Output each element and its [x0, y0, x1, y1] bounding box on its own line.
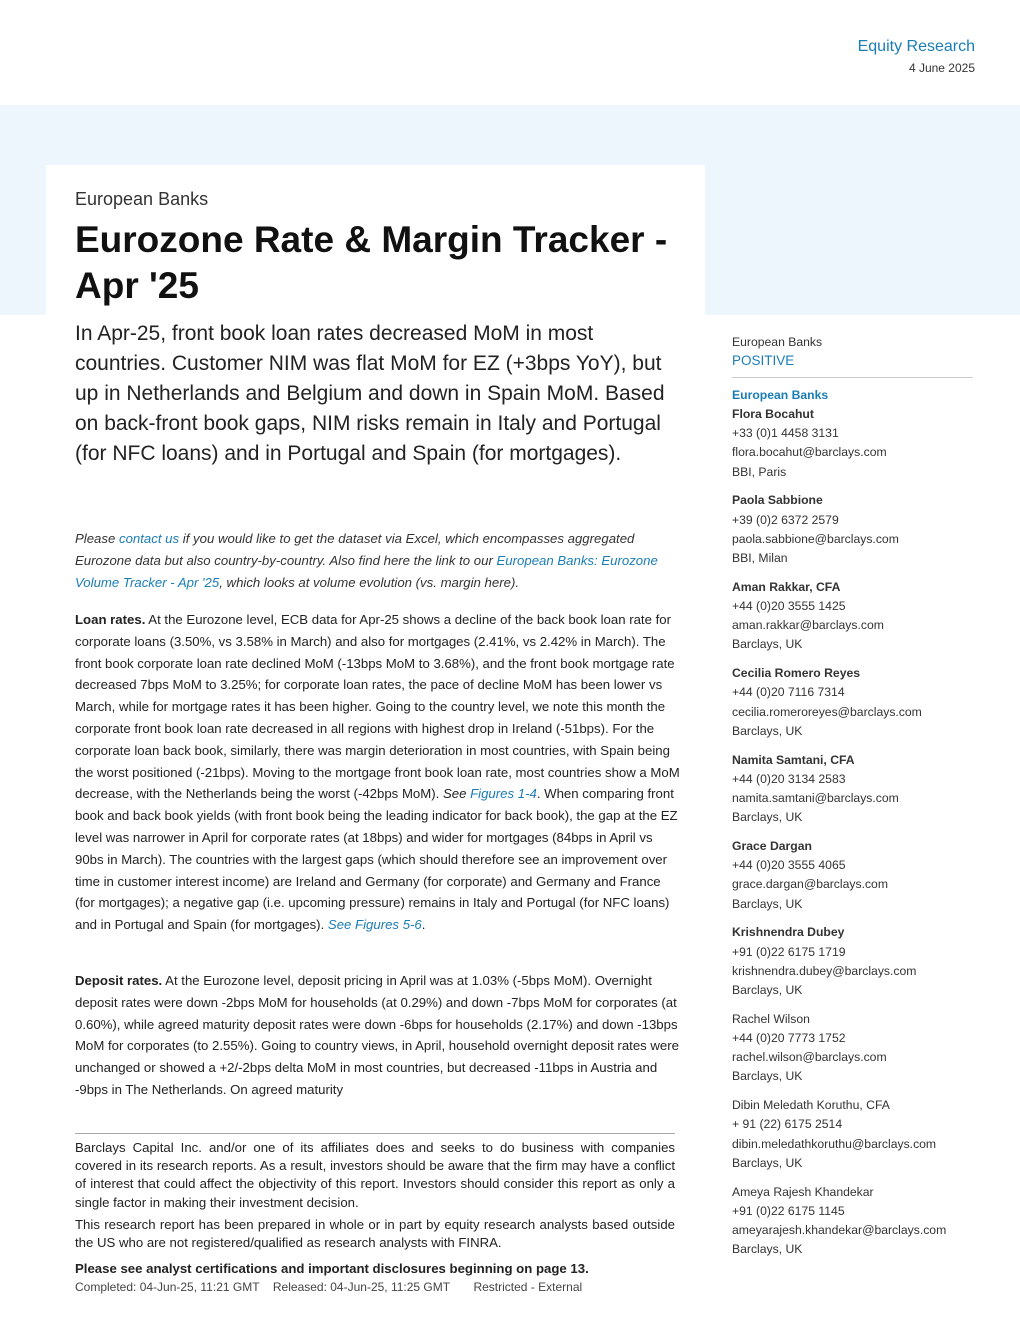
analyst-name: Grace Dargan — [732, 839, 812, 854]
analyst-entity: Barclays, UK — [732, 810, 803, 825]
analyst-email[interactable]: namita.samtani@barclays.com — [732, 791, 899, 806]
analyst-entity: Barclays, UK — [732, 723, 803, 738]
analyst-phone: +33 (0)1 4458 3131 — [732, 426, 839, 441]
analyst-contact — [732, 923, 973, 1000]
analyst-name: Ameya Rajesh Khandekar — [732, 1184, 874, 1199]
sector-label: European Banks — [75, 189, 209, 209]
analyst-entity: Barclays, UK — [732, 1242, 803, 1257]
analyst-contact — [732, 837, 973, 914]
analyst-entity: Barclays, UK — [732, 983, 803, 998]
analyst-email[interactable]: grace.dargan@barclays.com — [732, 877, 888, 892]
analyst-phone: +44 (0)20 3134 2583 — [732, 771, 846, 786]
analyst-name: Rachel Wilson — [732, 1011, 810, 1026]
contact-us-link[interactable]: contact us — [119, 531, 180, 546]
analyst-name: Namita Samtani, CFA — [732, 752, 855, 767]
analyst-email[interactable]: rachel.wilson@barclays.com — [732, 1050, 887, 1065]
paragraph-text: At the Eurozone level, ECB data for Apr-25 shows a decline of the back book loan rate for corporate loans (3.50%, vs 3.58% in March) and also for mortgages (2.41%, vs 2.42% in March). The front book corporate loan rate declined MoM (-13bps MoM to 3.68%), and the front book mortgage rate decreased 7bps MoM to 3.25%; for corporate loan rates, the pace of decline MoM has been lower vs March, while for mortgage rates it has been higher. Going to the country level, we note this month the corporate front book loan rate decreased in all regions with highest drop in Ireland (-51bps). For the corporate loan back book, similarly, there was margin deterioration in most countries, with Spain being the worst positioned (-21bps). Moving to the mortgage front book loan rate, most countries show a MoM decrease, with the Netherlands being the worst (-42bps MoM). — [75, 612, 680, 802]
analyst-name: Aman Rakkar, CFA — [732, 579, 841, 594]
summary: In Apr-25, front book loan rates decreased MoM in most countries. Customer NIM was flat MoM for EZ (+3bps YoY), but up in Netherlands and Belgium and down in Spain MoM. Based on back-front book gaps, NIM risks remain in Italy and Portugal (for NFC loans) and in Portugal and Spain (for mortgages). — [75, 322, 665, 465]
analyst-contact — [732, 491, 973, 568]
disclosure-footer — [75, 1133, 675, 1297]
analyst-email[interactable]: aman.rakkar@barclays.com — [732, 618, 884, 633]
analyst-name: Cecilia Romero Reyes — [732, 666, 861, 681]
analyst-phone: +91 (0)22 6175 1145 — [732, 1203, 845, 1218]
deposit-rates-heading: Deposit rates. — [75, 973, 163, 988]
analyst-entity: Barclays, UK — [732, 1155, 803, 1170]
analyst-contact — [732, 751, 973, 828]
analyst-contact — [732, 578, 973, 655]
analyst-entity: Barclays, UK — [732, 1069, 803, 1084]
industry-rating: POSITIVE — [732, 352, 973, 378]
restriction-label: Restricted - External — [473, 1280, 583, 1295]
brand-label: Equity Research — [857, 38, 975, 55]
note-text: , which looks at volume evolution (vs. margin here). — [219, 575, 519, 590]
analyst-entity: BBI, Milan — [732, 551, 788, 566]
loan-rates-heading: Loan rates. — [75, 612, 146, 627]
analyst-contact — [732, 664, 973, 741]
analyst-phone: +44 (0)20 7773 1752 — [732, 1031, 846, 1046]
analyst-entity: BBI, Paris — [732, 464, 787, 479]
report-date: 4 June 2025 — [908, 61, 975, 75]
industry-label: European Banks — [732, 335, 823, 349]
analyst-name: Dibin Meledath Koruthu, CFA — [732, 1098, 890, 1113]
publication-meta — [75, 1278, 675, 1296]
disclaimer-finra: This research report has been prepared in whole or in part by equity research analysts based outside the US who are not registered/qualified as research analysts with FINRA. — [75, 1216, 675, 1251]
analyst-name: Paola Sabbione — [732, 493, 823, 508]
analyst-phone: +44 (0)20 7116 7314 — [732, 685, 845, 700]
analyst-entity: Barclays, UK — [732, 637, 803, 652]
analyst-phone: +91 (0)22 6175 1719 — [732, 944, 846, 959]
analyst-phone: +44 (0)20 3555 4065 — [732, 858, 846, 873]
analyst-entity: Barclays, UK — [732, 896, 803, 911]
analyst-email[interactable]: ameyarajesh.khandekar@barclays.com — [732, 1223, 947, 1238]
analyst-contact — [732, 1183, 973, 1260]
disclaimer-conflict: Barclays Capital Inc. and/or one of its affiliates does and seeks to do business with companies covered in its research reports. As a result, investors should be aware that the firm may have a conflict of interest that could affect the objectivity of this report. Investors should consider this report as only a single factor in making their investment decision. — [75, 1140, 675, 1210]
paragraph-text: . — [421, 917, 426, 933]
figures-5-6-link[interactable]: See Figures 5-6 — [327, 917, 422, 933]
volume-tracker-link[interactable]: European Banks: Eurozone Volume Tracker - Apr '25 — [75, 553, 658, 590]
note-text: if you would like to get the dataset via Excel, which encompasses aggregated Eurozone data but also country-by-country. Also find here the link to our — [75, 531, 635, 568]
figures-1-4-link[interactable]: Figures 1-4 — [470, 786, 537, 802]
analyst-phone: + 91 (22) 6175 2514 — [732, 1117, 843, 1132]
analyst-email[interactable]: flora.bocahut@barclays.com — [732, 445, 887, 460]
page-title: Eurozone Rate & Margin Tracker - Apr '25 — [75, 219, 668, 306]
disclosures-pointer: Please see analyst certifications and important disclosures beginning on page 13. — [75, 1261, 589, 1277]
analyst-phone: +44 (0)20 3555 1425 — [732, 599, 846, 614]
analyst-sidebar — [732, 333, 973, 1269]
analyst-name: Krishnendra Dubey — [732, 925, 845, 940]
analyst-email[interactable]: krishnendra.dubey@barclays.com — [732, 963, 917, 978]
team-label: European Banks — [732, 388, 829, 402]
analyst-list — [732, 405, 973, 1259]
analyst-email[interactable]: cecilia.romeroreyes@barclays.com — [732, 704, 922, 719]
analyst-contact — [732, 1096, 973, 1173]
analyst-contact — [732, 1010, 973, 1087]
deposit-rates-paragraph — [75, 970, 680, 1101]
paragraph-text: At the Eurozone level, deposit pricing in April was at 1.03% (-5bps MoM). Overnight deposit rates were down -2bps MoM for households (at 0.29%) and down -7bps MoM for corporates (at 0.60%), while agreed maturity deposit rates were down -6bps for households (2.17%) and down -13bps MoM for corporates (to 2.55%). Going to country views, in April, household overnight deposit rates were unchanged or showed a +2/-2bps delta MoM in most countries, but decreased -11bps in Austria and -9bps in The Netherlands. On agreed maturity — [75, 973, 679, 1097]
see-text: See — [442, 786, 471, 802]
analyst-email[interactable]: dibin.meledathkoruthu@barclays.com — [732, 1136, 937, 1151]
analyst-contact — [732, 405, 973, 482]
analyst-email[interactable]: paola.sabbione@barclays.com — [732, 531, 899, 546]
completed-time: Completed: 04-Jun-25, 11:21 GMT — [75, 1280, 260, 1295]
note-text: Please — [75, 531, 119, 546]
analyst-phone: +39 (0)2 6372 2579 — [732, 512, 839, 527]
dataset-note — [75, 528, 675, 594]
released-time: Released: 04-Jun-25, 11:25 GMT — [272, 1280, 451, 1295]
analyst-name: Flora Bocahut — [732, 407, 814, 421]
paragraph-text: . When comparing front book and back book yields (with front book being the leading indicator for back book), the gap at the EZ level was narrower in April for corporate rates (at 18bps) and wider for mortgages (84bps in April vs 90bs in March). The countries with the largest gaps (which should therefore see an improvement over time in customer interest income) are Ireland and Germany (for corporate) and Germany and France (for mortgages); a negative gap (i.e. upcoming pressure) remains in Italy and Portugal (for NFC loans) and in Portugal and Spain (for mortgages). — [75, 786, 678, 933]
loan-rates-paragraph — [75, 609, 680, 936]
